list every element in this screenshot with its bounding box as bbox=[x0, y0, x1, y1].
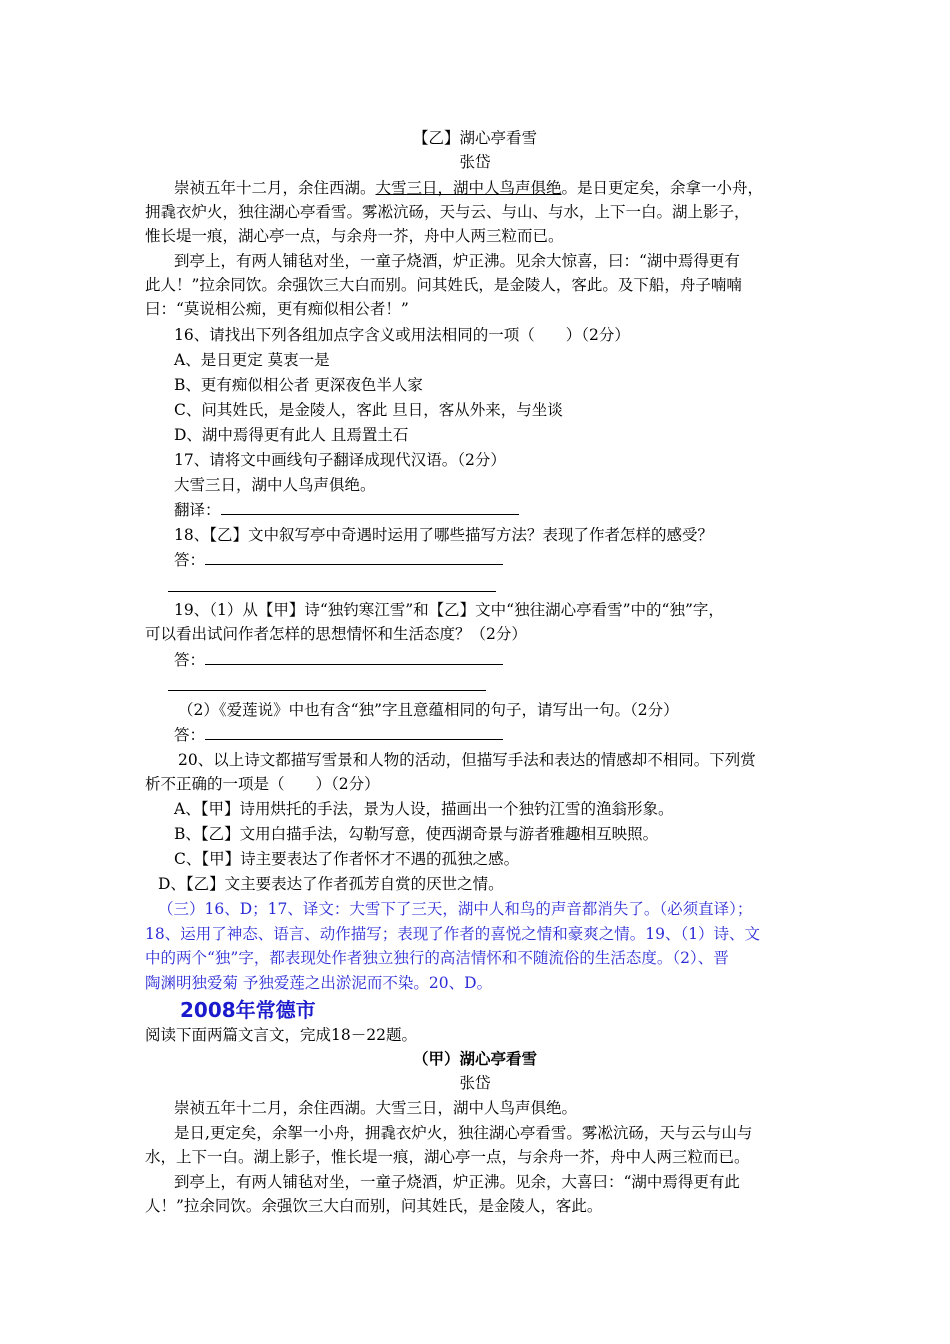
section-heading: 2008年常德市 bbox=[180, 998, 316, 1022]
question-16-option-b: B、更有痴似相公者 更深夜色半人家 bbox=[174, 376, 423, 394]
passage-b-author: 张岱 bbox=[459, 153, 491, 171]
answer-key-line-2: 18、运用了神态、语言、动作描写；表现了作者的喜悦之情和豪爽之情。19、（1）诗、文 bbox=[145, 925, 761, 943]
passage-a-paragraph-2-line-2: 水，上下一白。湖上影子，惟长堤一痕，湖心亭一点，与余舟一芥，舟中人两三粒而已。 bbox=[145, 1148, 750, 1166]
question-19-line-1: 19、（1）从【甲】诗“独钓寒江雪”和【乙】文中“独往湖心亭看雪”中的“独”字， bbox=[174, 601, 724, 619]
question-17-translation-line bbox=[174, 498, 519, 522]
passage-b-paragraph-2-line-1: 到亭上，有两人铺毡对坐，一童子烧酒，炉正沸。见余大惊喜，曰：“湖中焉得更有 bbox=[174, 252, 740, 270]
question-16-option-c: C、问其姓氏，是金陵人，客此 旦日，客从外来，与坐谈 bbox=[174, 401, 563, 419]
passage-b-title: 【乙】湖心亭看雪 bbox=[412, 129, 537, 147]
underlined-sentence: 大雪三日，湖中人鸟声俱绝 bbox=[375, 179, 562, 197]
section-intro: 阅读下面两篇文言文，完成18－22题。 bbox=[145, 1026, 417, 1044]
text-segment: 。是日更定矣，余拿一小舟， bbox=[561, 179, 764, 197]
passage-b-paragraph-2-line-3: 曰：“莫说相公痴，更有痴似相公者！” bbox=[145, 300, 409, 318]
question-18-answer-line bbox=[174, 548, 503, 572]
passage-a-paragraph-3-line-1: 到亭上，有两人铺毡对坐，一童子烧酒，炉正沸。见余，大喜曰：“湖中焉得更有此 bbox=[174, 1173, 740, 1191]
question-20-option-d: D、【乙】文主要表达了作者孤芳自赏的厌世之情。 bbox=[158, 875, 504, 893]
answer-key-line-3: 中的两个“独”字，都表现处作者独立独行的高洁情怀和不随流俗的生活态度。（2）、晋 bbox=[145, 949, 729, 967]
translation-label: 翻译： bbox=[174, 501, 221, 519]
answer-key-line-1: （三）16、D；17、译文：大雪下了三天，湖中人和鸟的声音都消失了。（必须直译）； bbox=[158, 900, 753, 918]
question-16-option-a: A、是日更定 莫衷一是 bbox=[174, 351, 330, 369]
question-19-part-2-answer-line bbox=[174, 723, 503, 747]
passage-b-paragraph-2-line-2: 此人！”拉余同饮。余强饮三大白而别。问其姓氏，是金陵人，客此。及下船，舟子喃喃 bbox=[145, 276, 742, 294]
passage-b-paragraph-1-line-2: 拥毳衣炉火，独往湖心亭看雪。雾凇沆砀，天与云、与山、与水，上下一白。湖上影子， bbox=[145, 203, 750, 221]
passage-a-author: 张岱 bbox=[459, 1074, 491, 1092]
passage-a-paragraph-3-line-2: 人！”拉余同饮。余强饮三大白而别，问其姓氏，是金陵人，客此。 bbox=[145, 1197, 603, 1215]
question-16: 16、请找出下列各组加点字含义或用法相同的一项（ ）（2分） bbox=[174, 326, 630, 344]
answer-label: 答： bbox=[174, 726, 206, 744]
answer-label: 答： bbox=[174, 651, 206, 669]
question-17: 17、请将文中画线句子翻译成现代汉语。（2分） bbox=[174, 451, 506, 469]
passage-a-title: （甲）湖心亭看雪 bbox=[412, 1049, 537, 1068]
question-19-line-2: 可以看出试问作者怎样的思想情怀和生活态度？（2分） bbox=[145, 625, 527, 643]
text-segment: 崇祯五年十二月，余住西湖。 bbox=[174, 179, 376, 197]
answer-blank-continuation[interactable] bbox=[168, 690, 486, 691]
question-20-option-b: B、【乙】文用白描手法，勾勒写意，使西湖奇景与游者雅趣相互映照。 bbox=[174, 825, 659, 843]
question-16-option-d: D、湖中焉得更有此人 且焉置土石 bbox=[174, 426, 409, 444]
question-20-line-2: 析不正确的一项是（ ）（2分） bbox=[145, 775, 380, 793]
passage-a-paragraph-2-line-1: 是日,更定矣，余挐一小舟，拥毳衣炉火，独往湖心亭看雪。雾凇沆砀，天与云与山与 bbox=[174, 1124, 753, 1142]
question-20-line-1: 20、以上诗文都描写雪景和人物的活动，但描写手法和表达的情感却不相同。下列赏 bbox=[178, 751, 756, 769]
translation-answer-blank[interactable] bbox=[221, 498, 519, 515]
answer-key-line-4: 陶渊明独爱菊 予独爱莲之出淤泥而不染。20、D。 bbox=[145, 974, 493, 992]
passage-a-paragraph-1: 崇祯五年十二月，余住西湖。大雪三日，湖中人鸟声俱绝。 bbox=[174, 1099, 578, 1117]
question-20-option-a: A、【甲】诗用烘托的手法，景为人设，描画出一个独钓江雪的渔翁形象。 bbox=[174, 800, 674, 818]
question-19-answer-line bbox=[174, 648, 503, 672]
passage-b-paragraph-1-line-1 bbox=[174, 176, 763, 200]
answer-label: 答： bbox=[174, 551, 206, 569]
answer-blank[interactable] bbox=[205, 648, 503, 665]
question-18: 18、【乙】文中叙写亭中奇遇时运用了哪些描写方法？表现了作者怎样的感受？ bbox=[174, 526, 713, 544]
passage-b-paragraph-1-line-3: 惟长堤一痕，湖心亭一点，与余舟一芥，舟中人两三粒而已。 bbox=[145, 227, 564, 245]
answer-blank[interactable] bbox=[205, 548, 503, 565]
answer-blank[interactable] bbox=[205, 723, 503, 740]
question-19-part-2: （2）《爱莲说》中也有含“独”字且意蕴相同的句子，请写出一句。（2分） bbox=[178, 701, 679, 719]
answer-blank-continuation[interactable] bbox=[168, 591, 496, 592]
question-17-sentence: 大雪三日，湖中人鸟声俱绝。 bbox=[174, 476, 376, 494]
question-20-option-c: C、【甲】诗主要表达了作者怀才不遇的孤独之感。 bbox=[174, 850, 520, 868]
